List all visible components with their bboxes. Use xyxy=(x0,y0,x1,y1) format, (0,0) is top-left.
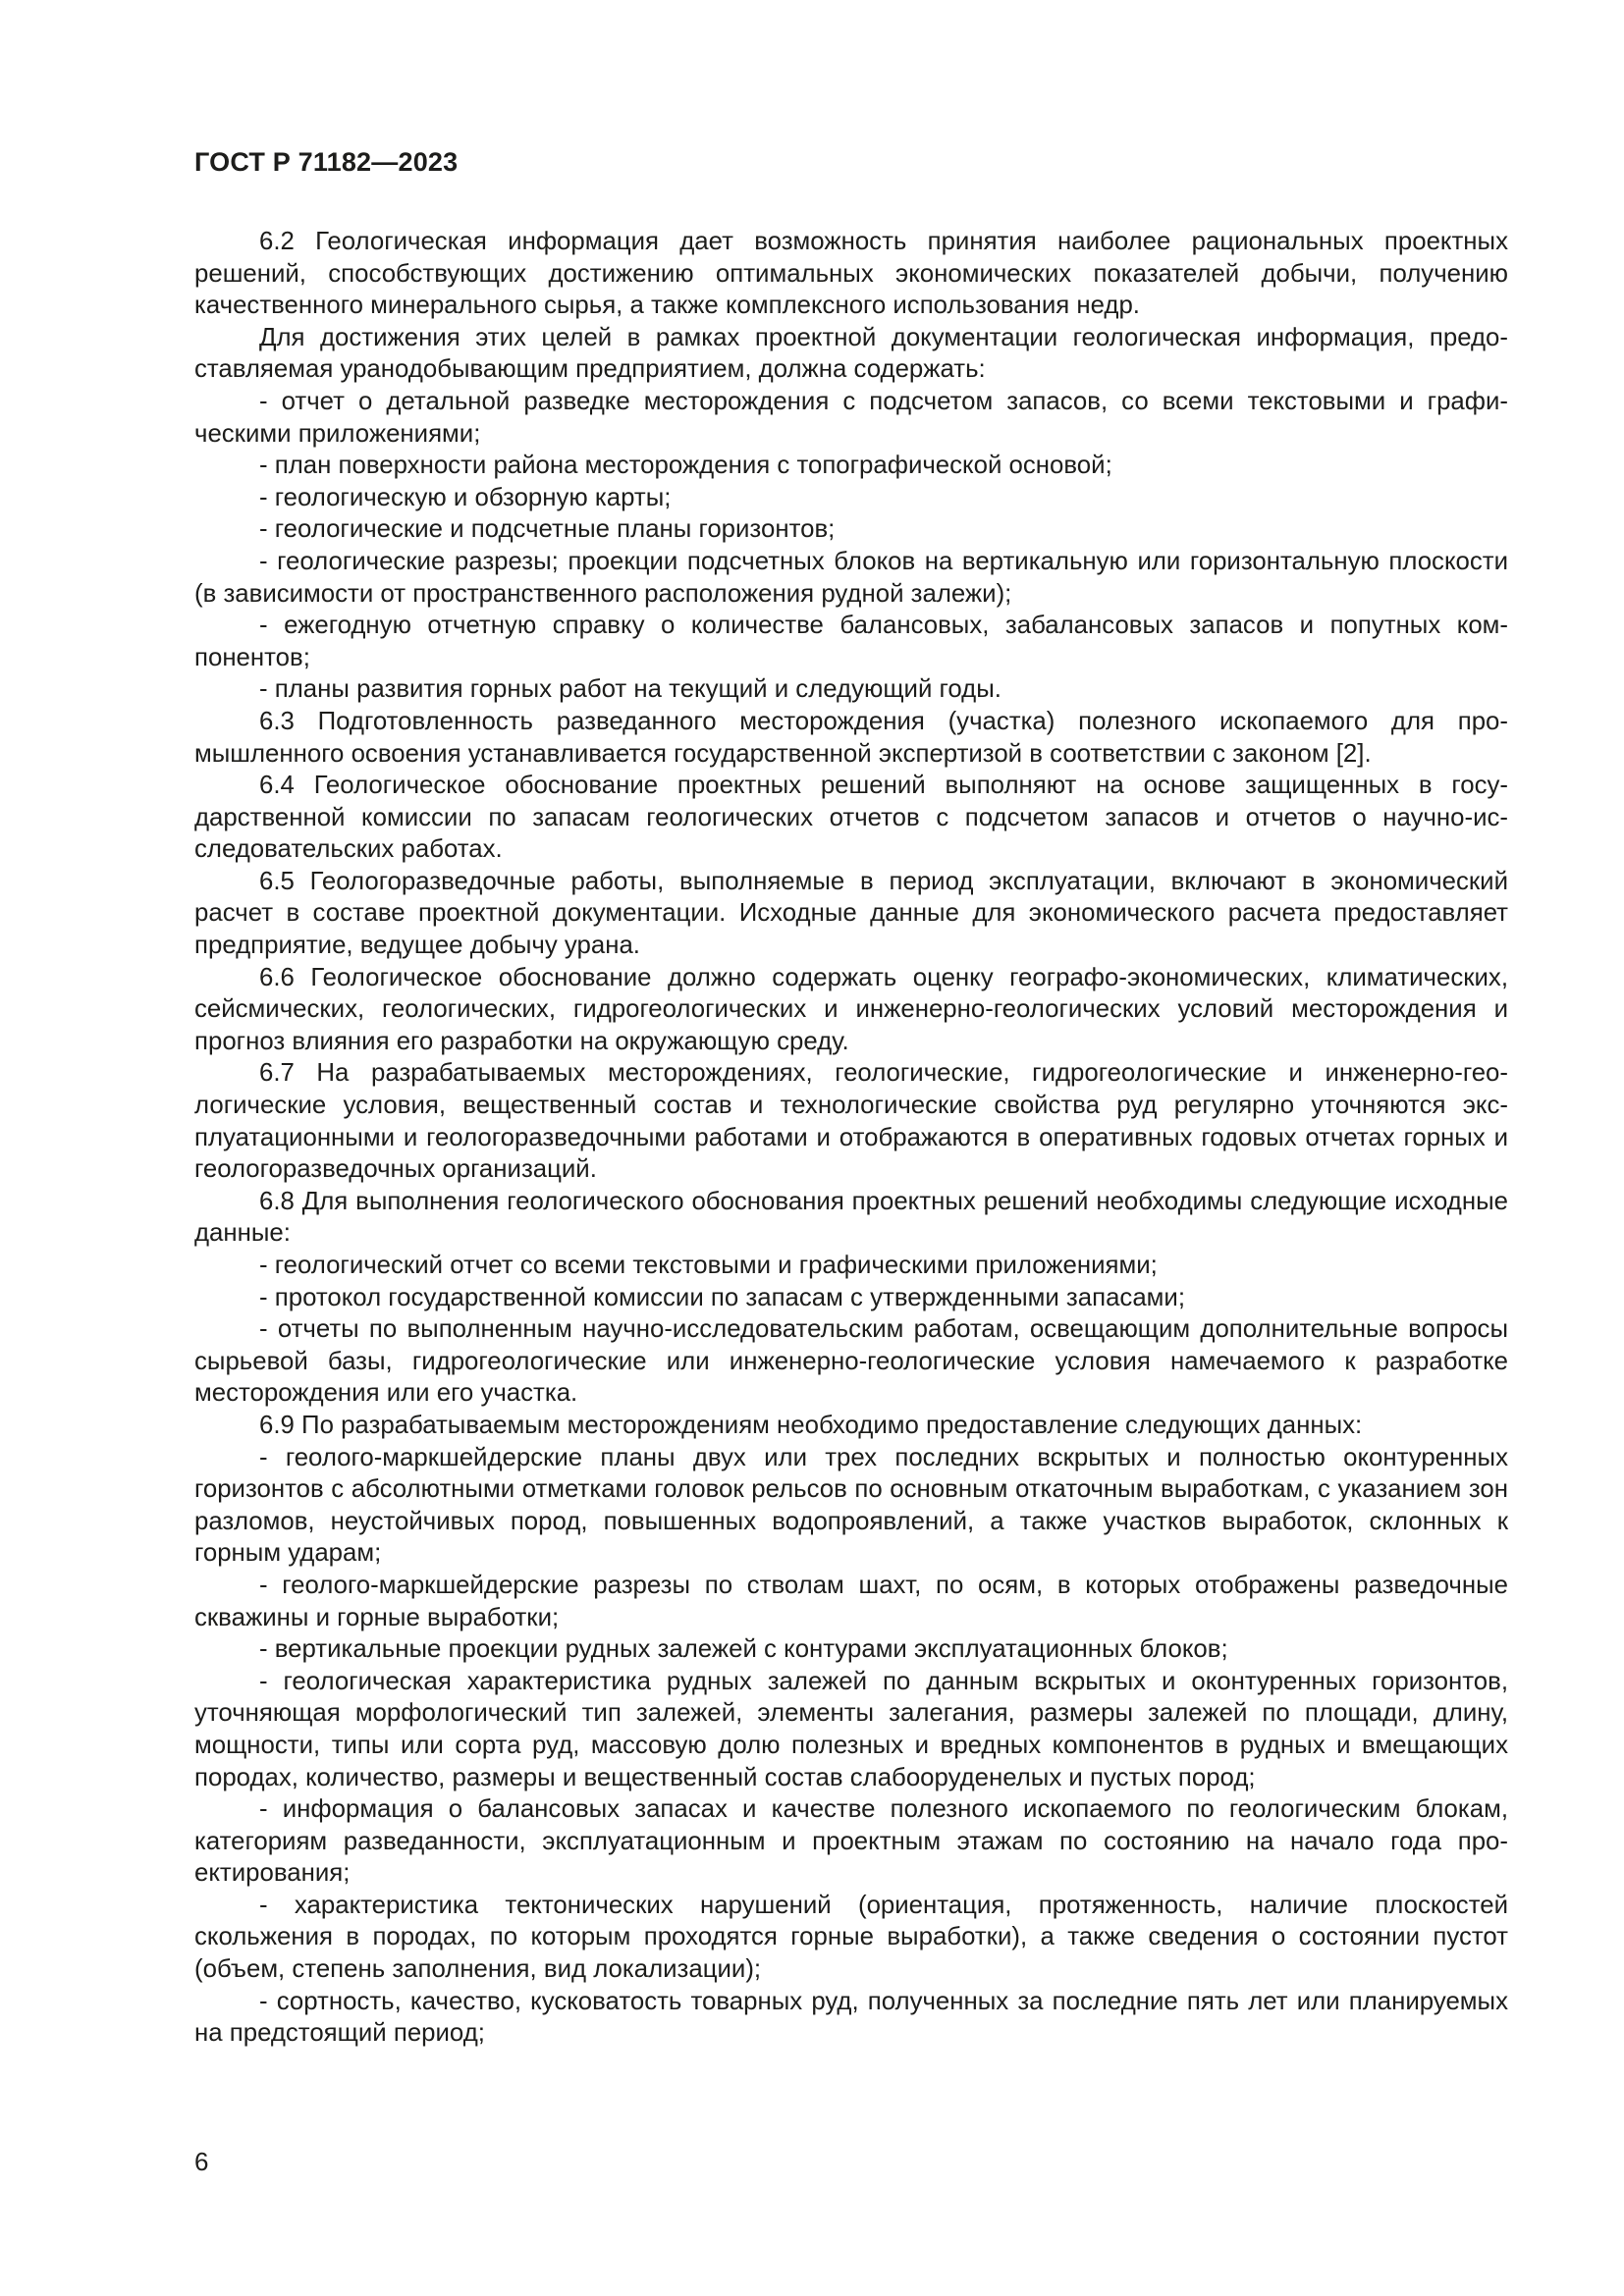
list-item: - план поверхности района месторождения с топографической основой; xyxy=(259,452,1112,480)
paragraph: 6.3 Подготовленность разведанного месторождения (участка) полезного ископаемого для промышленного освоения устанавливается государственной экспертизой в соответствии с законом [2]. xyxy=(194,707,1508,768)
list-item: - геологические разрезы; проекции подсчетных блоков на вертикальную или горизонтальную плоскости (в зависимости от пространственного расположения рудной залежи); xyxy=(194,547,1508,608)
list-item: - отчет о детальной разведке месторождения с подсчетом запасов, со всеми текстовыми и графическими приложениями; xyxy=(194,387,1508,448)
paragraph: 6.5 Геологоразведочные работы, выполняемые в период эксплуатации, включают в экономический расчет в составе проектной документации. Исходные данные для экономического расчета предоставляет предприятие, ведущее добычу урана. xyxy=(194,867,1508,960)
list-item: - планы развития горных работ на текущий и следующий годы. xyxy=(259,675,1001,704)
list-item: - отчеты по выполненным научно-исследовательским работам, освещающим дополнительные вопросы сырьевой базы, гидрогеологические или инженерно-геологические условия намечаемого к разработке месторождения или его участка. xyxy=(194,1315,1508,1408)
list-item: - геологическая характеристика рудных залежей по данным вскрытых и оконтуренных горизонтов, уточняющая морфологический тип залежей, элементы залегания, размеры залежей по площади, длину, мощности, типы или сорта руд, массовую долю полезных и вредных компонентов в рудных и вмещающих породах, количество, размеры и вещественный состав слабооруденелых и пустых пород; xyxy=(194,1667,1508,1791)
list-item: - геолого-маркшейдерские планы двух или трех последних вскрытых и полностью оконтуренных горизонтов с абсолютными отметками головок рельсов по основным откаточным выработкам, с указанием зон разломов, неустойчивых пород, повышенных водопроявлений, а также участков выработок, склонных к горным ударам; xyxy=(194,1443,1508,1568)
paragraph: 6.6 Геологическое обоснование должно содержать оценку географо-экономических, климатических, сейсмических, геологических, гидрогеологических и инженерно-геологических условий месторождения и прогноз влияния его разработки на окружающую среду. xyxy=(194,963,1508,1055)
list-item: - вертикальные проекции рудных залежей с контурами эксплуатационных блоков; xyxy=(259,1635,1228,1664)
list-item: - геологическую и обзорную карты; xyxy=(259,483,672,511)
list-item: - информация о балансовых запасах и качестве полезного ископаемого по геологическим блокам, категориям разведанности, эксплуатационным и проектным этажам по состоянию на начало года проектирования; xyxy=(194,1795,1508,1888)
list-item: - ежегодную отчетную справку о количестве балансовых, забалансовых запасов и попутных компонентов; xyxy=(194,612,1508,671)
list-item: - характеристика тектонических нарушений (ориентация, протяженность, наличие плоскостей скольжения в породах, по которым проходятся горные выработки), а также сведения о состоянии пустот (объем, степень заполнения, вид локализации); xyxy=(194,1891,1508,1984)
list-item: - геологический отчет со всеми текстовыми и графическими приложениями; xyxy=(259,1252,1158,1279)
page-number: 6 xyxy=(194,2147,209,2176)
paragraph: 6.9 По разрабатываемым месторождениям необходимо предоставление следующих данных: xyxy=(259,1411,1363,1439)
paragraph: 6.8 Для выполнения геологического обоснования проектных решений необходимы следующие исходные данные: xyxy=(194,1187,1508,1248)
list-item: - сортность, качество, кусковатость товарных руд, полученных за последние пять лет или планируемых на предстоящий период; xyxy=(194,1987,1508,2048)
list-item: - геолого-маркшейдерские разрезы по стволам шахт, по осям, в которых отображены разведочные скважины и горные выработки; xyxy=(194,1571,1508,1631)
list-item: - протокол государственной комиссии по запасам с утвержденными запасами; xyxy=(259,1283,1185,1311)
paragraph: 6.7 На разрабатываемых месторождениях, геологические, гидрогеологические и инженерно-геологические условия, вещественный состав и технологические свойства руд регулярно уточняются эксплуатационными и геологоразведочными работами и отображаются в оперативных годовых отчетах горных и геологоразведочных организаций. xyxy=(194,1059,1508,1184)
paragraph: Для достижения этих целей в рамках проектной документации геологическая информация, предоставляемая уранодобывающим предприятием, должна содержать: xyxy=(194,323,1508,384)
document-header: ГОСТ Р 71182—2023 xyxy=(194,147,459,177)
document-body xyxy=(194,226,1508,2050)
paragraph: 6.4 Геологическое обоснование проектных решений выполняют на основе защищенных в государственной комиссии по запасам геологических отчетов с подсчетом запасов и отчетов о научно-исследовательских работах. xyxy=(194,772,1508,864)
list-item: - геологические и подсчетные планы горизонтов; xyxy=(259,515,836,544)
paragraph: 6.2 Геологическая информация дает возможность принятия наиболее рациональных проектных решений, способствующих достижению оптимальных экономических показателей добычи, получению качественного минерального сырья, а также комплексного использования недр. xyxy=(194,228,1508,320)
